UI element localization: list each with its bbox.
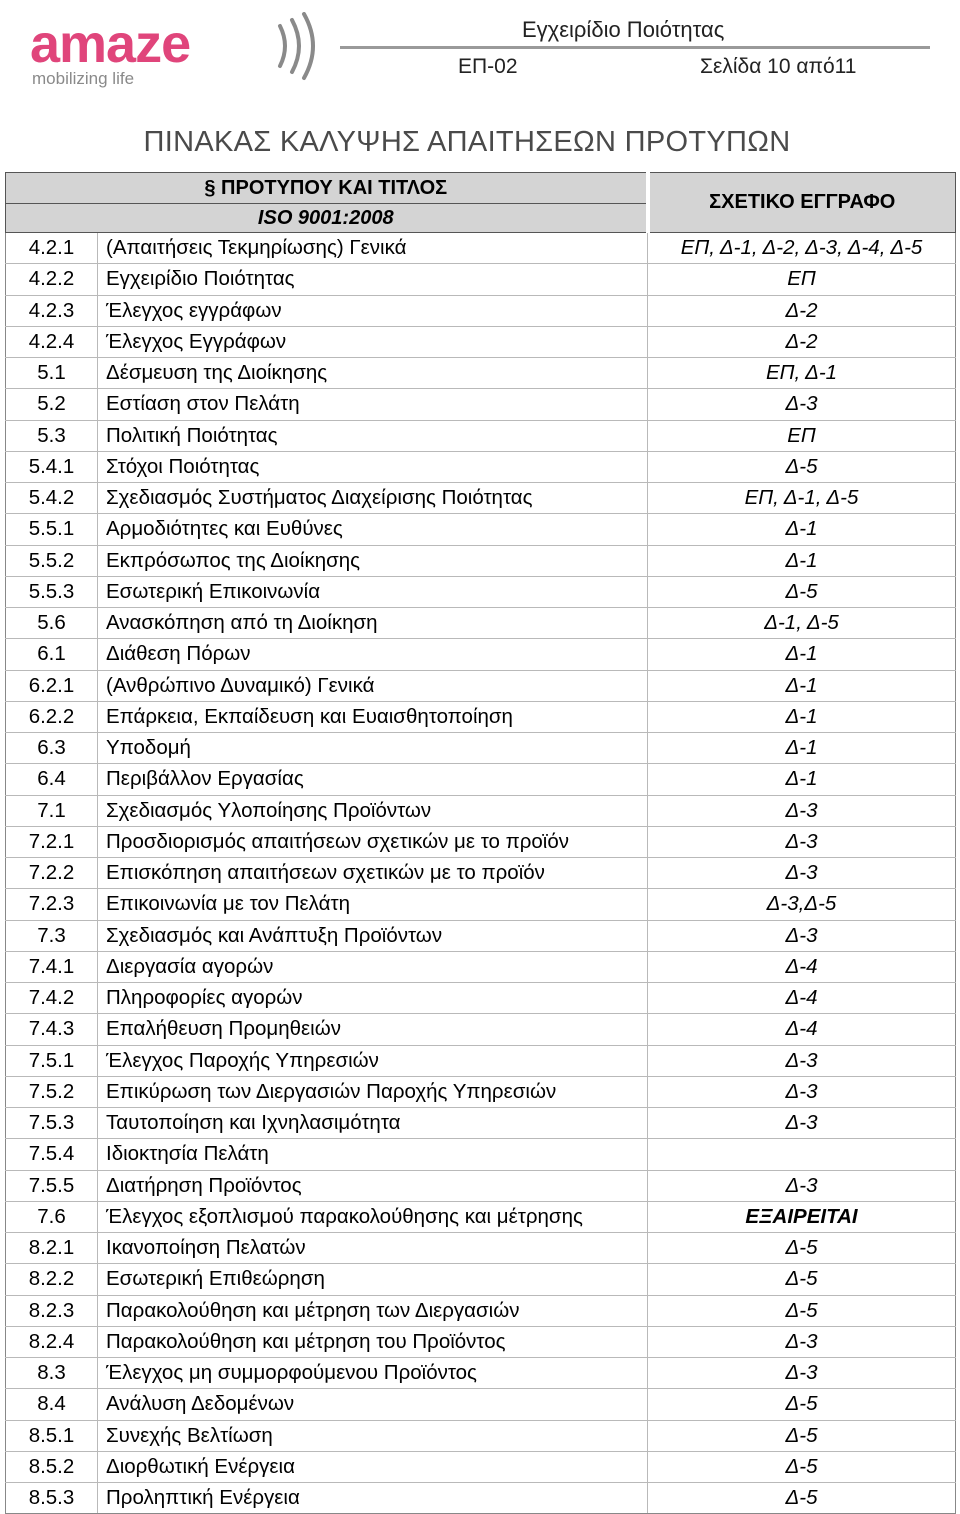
clause-number: 4.2.2 bbox=[6, 264, 98, 295]
clause-title: Επικοινωνία με τον Πελάτη bbox=[98, 889, 648, 920]
clause-number: 8.2.2 bbox=[6, 1264, 98, 1295]
related-document: Δ-1 bbox=[648, 639, 956, 670]
table-row bbox=[6, 764, 956, 795]
clause-number: 7.3 bbox=[6, 920, 98, 951]
clause-title: Περιβάλλον Εργασίας bbox=[98, 764, 648, 795]
related-document: Δ-3 bbox=[648, 1076, 956, 1107]
related-document: Δ-5 bbox=[648, 1451, 956, 1482]
clause-number: 8.2.1 bbox=[6, 1233, 98, 1264]
table-row bbox=[6, 483, 956, 514]
table-row bbox=[6, 1264, 956, 1295]
clause-title: Επικύρωση των Διεργασιών Παροχής Υπηρεσιών bbox=[98, 1076, 648, 1107]
clause-number: 5.4.2 bbox=[6, 483, 98, 514]
table-row bbox=[6, 545, 956, 576]
table-row bbox=[6, 295, 956, 326]
clause-title: Εστίαση στον Πελάτη bbox=[98, 389, 648, 420]
clause-number: 4.2.1 bbox=[6, 233, 98, 264]
clause-number: 7.5.2 bbox=[6, 1076, 98, 1107]
logo-wordmark: amaze bbox=[30, 14, 191, 74]
table-row bbox=[6, 608, 956, 639]
related-document: Δ-3 bbox=[648, 389, 956, 420]
clause-title: Εκπρόσωπος της Διοίκησης bbox=[98, 545, 648, 576]
related-document: Δ-5 bbox=[648, 1483, 956, 1514]
clause-number: 6.1 bbox=[6, 639, 98, 670]
clause-title: Διορθωτική Ενέργεια bbox=[98, 1451, 648, 1482]
clause-number: 7.5.1 bbox=[6, 1045, 98, 1076]
table-row bbox=[6, 1389, 956, 1420]
clause-number: 6.4 bbox=[6, 764, 98, 795]
page-title: ΠΙΝΑΚΑΣ ΚΑΛΥΨΗΣ ΑΠΑΙΤΗΣΕΩΝ ΠΡΟΤΥΠΩΝ bbox=[143, 126, 791, 158]
related-document: ΕΠ bbox=[648, 264, 956, 295]
table-row bbox=[6, 326, 956, 357]
clause-title: Πληροφορίες αγορών bbox=[98, 983, 648, 1014]
related-document: Δ-1 bbox=[648, 733, 956, 764]
header-standard-title: § ΠΡΟΤΥΠΟΥ ΚΑΙ ΤΙΤΛΟΣ bbox=[6, 173, 648, 204]
related-document: ΕΠ, Δ-1, Δ-2, Δ-3, Δ-4, Δ-5 bbox=[648, 233, 956, 264]
document-code: ΕΠ-02 bbox=[458, 55, 518, 78]
table-row bbox=[6, 451, 956, 482]
table-row bbox=[6, 264, 956, 295]
table-row bbox=[6, 639, 956, 670]
related-document: Δ-3 bbox=[648, 1170, 956, 1201]
related-document: Δ-1, Δ-5 bbox=[648, 608, 956, 639]
clause-number: 6.3 bbox=[6, 733, 98, 764]
header-iso-standard: ISO 9001:2008 bbox=[6, 204, 648, 233]
related-document: Δ-3 bbox=[648, 1358, 956, 1389]
related-document: Δ-5 bbox=[648, 1389, 956, 1420]
company-logo bbox=[30, 12, 330, 88]
related-document: ΕΠ, Δ-1 bbox=[648, 358, 956, 389]
table-row bbox=[6, 389, 956, 420]
clause-number: 6.2.1 bbox=[6, 670, 98, 701]
clause-title: Προληπτική Ενέργεια bbox=[98, 1483, 648, 1514]
related-document: Δ-5 bbox=[648, 1264, 956, 1295]
related-document: Δ-5 bbox=[648, 576, 956, 607]
clause-title: Σχεδιασμός και Ανάπτυξη Προϊόντων bbox=[98, 920, 648, 951]
related-document: Δ-5 bbox=[648, 1420, 956, 1451]
clause-number: 7.5.3 bbox=[6, 1108, 98, 1139]
table-row bbox=[6, 1045, 956, 1076]
related-document: Δ-1 bbox=[648, 701, 956, 732]
clause-title: Ιδιοκτησία Πελάτη bbox=[98, 1139, 648, 1170]
table-row bbox=[6, 1295, 956, 1326]
related-document: Δ-3 bbox=[648, 1108, 956, 1139]
clause-title: Υποδομή bbox=[98, 733, 648, 764]
clause-title: Προσδιορισμός απαιτήσεων σχετικών με το προϊόν bbox=[98, 826, 648, 857]
clause-number: 8.5.2 bbox=[6, 1451, 98, 1482]
related-document: Δ-2 bbox=[648, 295, 956, 326]
clause-title: Έλεγχος Εγγράφων bbox=[98, 326, 648, 357]
clause-title: Συνεχής Βελτίωση bbox=[98, 1420, 648, 1451]
clause-number: 8.4 bbox=[6, 1389, 98, 1420]
related-document: Δ-3 bbox=[648, 1326, 956, 1357]
table-row bbox=[6, 1483, 956, 1514]
clause-title: Εσωτερική Επιθεώρηση bbox=[98, 1264, 648, 1295]
table-row bbox=[6, 1139, 956, 1170]
clause-number: 5.5.1 bbox=[6, 514, 98, 545]
clause-title: Παρακολούθηση και μέτρηση των Διεργασιών bbox=[98, 1295, 648, 1326]
clause-title: Εσωτερική Επικοινωνία bbox=[98, 576, 648, 607]
clause-title: Επάρκεια, Εκπαίδευση και Ευαισθητοποίηση bbox=[98, 701, 648, 732]
document-name: Εγχειρίδιο Ποιότητας bbox=[522, 17, 725, 42]
related-document: Δ-1 bbox=[648, 670, 956, 701]
table-row bbox=[6, 420, 956, 451]
table-row bbox=[6, 670, 956, 701]
clause-number: 8.2.3 bbox=[6, 1295, 98, 1326]
clause-title: (Απαιτήσεις Τεκμηρίωσης) Γενικά bbox=[98, 233, 648, 264]
clause-number: 6.2.2 bbox=[6, 701, 98, 732]
table-row bbox=[6, 1108, 956, 1139]
clause-title: Έλεγχος εγγράφων bbox=[98, 295, 648, 326]
clause-number: 7.5.5 bbox=[6, 1170, 98, 1201]
clause-title: Επισκόπηση απαιτήσεων σχετικών με το προϊόν bbox=[98, 858, 648, 889]
table-body bbox=[6, 233, 956, 1514]
clause-title: Διατήρηση Προϊόντος bbox=[98, 1170, 648, 1201]
clause-title: Έλεγχος μη συμμορφούμενου Προϊόντος bbox=[98, 1358, 648, 1389]
clause-number: 8.5.1 bbox=[6, 1420, 98, 1451]
clause-number: 8.3 bbox=[6, 1358, 98, 1389]
clause-title: Ικανοποίηση Πελατών bbox=[98, 1233, 648, 1264]
requirements-table bbox=[5, 172, 956, 1514]
clause-number: 7.4.1 bbox=[6, 951, 98, 982]
clause-number: 7.1 bbox=[6, 795, 98, 826]
clause-number: 4.2.3 bbox=[6, 295, 98, 326]
related-document: Δ-4 bbox=[648, 951, 956, 982]
table-row bbox=[6, 1233, 956, 1264]
related-document: ΕΠ, Δ-1, Δ-5 bbox=[648, 483, 956, 514]
clause-title: Σχεδιασμός Συστήματος Διαχείρισης Ποιότητας bbox=[98, 483, 648, 514]
clause-number: 5.2 bbox=[6, 389, 98, 420]
clause-title: Πολιτική Ποιότητας bbox=[98, 420, 648, 451]
table-row bbox=[6, 1076, 956, 1107]
clause-title: Έλεγχος εξοπλισμού παρακολούθησης και μέτρησης bbox=[98, 1201, 648, 1232]
table-row bbox=[6, 1170, 956, 1201]
table-row bbox=[6, 889, 956, 920]
clause-number: 5.1 bbox=[6, 358, 98, 389]
table-row bbox=[6, 826, 956, 857]
related-document: Δ-3 bbox=[648, 858, 956, 889]
related-document: Δ-3 bbox=[648, 826, 956, 857]
related-document: ΕΞΑΙΡΕΙΤΑΙ bbox=[648, 1201, 956, 1232]
clause-number: 8.5.3 bbox=[6, 1483, 98, 1514]
header-divider bbox=[340, 46, 930, 49]
related-document: Δ-4 bbox=[648, 983, 956, 1014]
table-row bbox=[6, 1014, 956, 1045]
clause-title: Αρμοδιότητες και Ευθύνες bbox=[98, 514, 648, 545]
related-document: Δ-5 bbox=[648, 1233, 956, 1264]
clause-title: Ανάλυση Δεδομένων bbox=[98, 1389, 648, 1420]
related-document: Δ-5 bbox=[648, 1295, 956, 1326]
clause-title: Σχεδιασμός Υλοποίησης Προϊόντων bbox=[98, 795, 648, 826]
related-document: Δ-5 bbox=[648, 451, 956, 482]
related-document: Δ-3 bbox=[648, 1045, 956, 1076]
clause-number: 8.2.4 bbox=[6, 1326, 98, 1357]
table-row bbox=[6, 795, 956, 826]
clause-title: Ανασκόπηση από τη Διοίκηση bbox=[98, 608, 648, 639]
clause-title: Διεργασία αγορών bbox=[98, 951, 648, 982]
logo-tagline: mobilizing life bbox=[32, 69, 135, 88]
clause-number: 7.5.4 bbox=[6, 1139, 98, 1170]
related-document: ΕΠ bbox=[648, 420, 956, 451]
clause-number: 5.5.2 bbox=[6, 545, 98, 576]
clause-title: Εγχειρίδιο Ποιότητας bbox=[98, 264, 648, 295]
clause-title: Παρακολούθηση και μέτρηση του Προϊόντος bbox=[98, 1326, 648, 1357]
related-document: Δ-3 bbox=[648, 795, 956, 826]
related-document: Δ-1 bbox=[648, 514, 956, 545]
clause-number: 7.6 bbox=[6, 1201, 98, 1232]
related-document: Δ-1 bbox=[648, 764, 956, 795]
clause-number: 7.4.3 bbox=[6, 1014, 98, 1045]
clause-number: 4.2.4 bbox=[6, 326, 98, 357]
clause-number: 5.6 bbox=[6, 608, 98, 639]
table-row bbox=[6, 983, 956, 1014]
header-related-document: ΣΧΕΤΙΚΟ ΕΓΓΡΑΦΟ bbox=[648, 173, 956, 233]
clause-title: Δέσμευση της Διοίκησης bbox=[98, 358, 648, 389]
clause-number: 5.5.3 bbox=[6, 576, 98, 607]
clause-number: 5.4.1 bbox=[6, 451, 98, 482]
clause-title: (Ανθρώπινο Δυναμικό) Γενικά bbox=[98, 670, 648, 701]
related-document: Δ-3,Δ-5 bbox=[648, 889, 956, 920]
table-row bbox=[6, 233, 956, 264]
logo-waves-icon bbox=[280, 14, 313, 78]
table-row bbox=[6, 951, 956, 982]
page-number: Σελίδα 10 από11 bbox=[700, 55, 857, 78]
clause-title: Επαλήθευση Προμηθειών bbox=[98, 1014, 648, 1045]
clause-title: Ταυτοποίηση και Ιχνηλασιμότητα bbox=[98, 1108, 648, 1139]
clause-number: 7.2.1 bbox=[6, 826, 98, 857]
table-row bbox=[6, 701, 956, 732]
clause-title: Έλεγχος Παροχής Υπηρεσιών bbox=[98, 1045, 648, 1076]
table-row bbox=[6, 920, 956, 951]
table-row bbox=[6, 733, 956, 764]
related-document: Δ-2 bbox=[648, 326, 956, 357]
table-row bbox=[6, 1420, 956, 1451]
table-row bbox=[6, 358, 956, 389]
clause-number: 7.2.3 bbox=[6, 889, 98, 920]
clause-number: 7.4.2 bbox=[6, 983, 98, 1014]
table-row bbox=[6, 1201, 956, 1232]
table-row bbox=[6, 1358, 956, 1389]
table-row bbox=[6, 514, 956, 545]
clause-title: Διάθεση Πόρων bbox=[98, 639, 648, 670]
clause-number: 5.3 bbox=[6, 420, 98, 451]
clause-title: Στόχοι Ποιότητας bbox=[98, 451, 648, 482]
related-document: Δ-3 bbox=[648, 920, 956, 951]
clause-number: 7.2.2 bbox=[6, 858, 98, 889]
related-document: Δ-4 bbox=[648, 1014, 956, 1045]
related-document: Δ-1 bbox=[648, 545, 956, 576]
table-row bbox=[6, 858, 956, 889]
table-row bbox=[6, 576, 956, 607]
related-document bbox=[648, 1139, 956, 1170]
table-row bbox=[6, 1326, 956, 1357]
